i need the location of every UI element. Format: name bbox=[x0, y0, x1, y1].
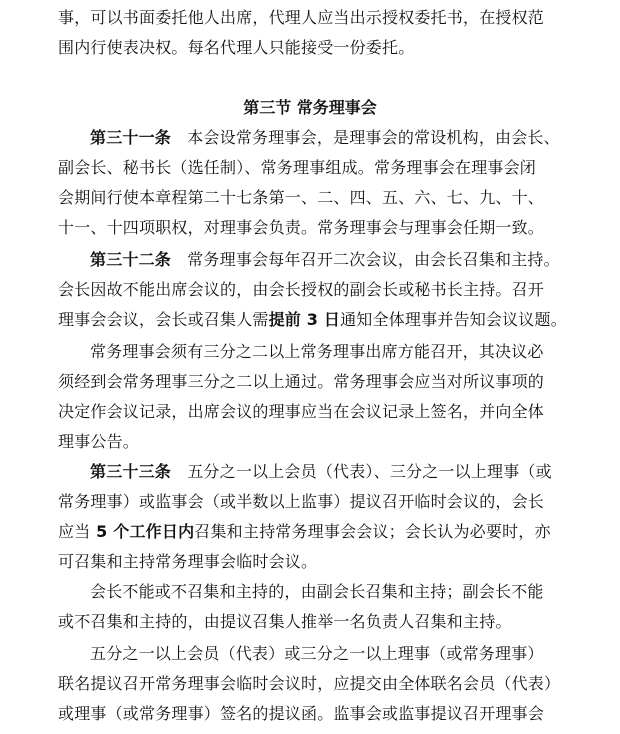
text-line: 理事公告。 bbox=[58, 432, 140, 451]
article-number: 第三十三条 bbox=[90, 462, 172, 481]
article-text: 本会设常务理事会，是理事会的常设机构，由会长、 bbox=[171, 128, 560, 147]
article-line bbox=[90, 462, 568, 482]
text-line: 常务理事会须有三分之二以上常务理事出席方能召开，其决议必 bbox=[90, 342, 544, 361]
text-line: 五分之一以上会员（代表）或三分之一以上理事（或常务理事） bbox=[90, 644, 544, 663]
text-line: 常务理事）或监事会（或半数以上监事）提议召开临时会议的，会长 bbox=[58, 492, 545, 511]
text-segment: 通知全体理事并告知会议议题。 bbox=[340, 310, 567, 329]
emphasis-text: 提前 3 日 bbox=[268, 310, 341, 329]
text-line bbox=[58, 522, 568, 542]
section-heading: 第三节 常务理事会 bbox=[243, 98, 377, 117]
text-line: 或理事（或常务理事）签名的提议函。监事会或监事提议召开理事会 bbox=[58, 704, 545, 723]
text-line: 副会长、秘书长（选任制）、常务理事组成。常务理事会在理事会闭 bbox=[58, 158, 537, 177]
text-line: 会长因故不能出席会议的，由会长授权的副会长或秘书长主持。召开 bbox=[58, 280, 545, 299]
text-line: 会期间行使本章程第二十七条第一、二、四、五、六、七、九、十、 bbox=[58, 188, 545, 207]
text-line: 须经到会常务理事三分之二以上通过。常务理事会应当对所议事项的 bbox=[58, 372, 545, 391]
text-line: 围内行使表决权。每名代理人只能接受一份委托。 bbox=[58, 38, 415, 57]
article-text: 常务理事会每年召开二次会议，由会长召集和主持。 bbox=[171, 250, 560, 269]
article-text: 五分之一以上会员（代表）、三分之一以上理事（或 bbox=[171, 462, 552, 481]
text-line bbox=[58, 310, 568, 330]
article-line bbox=[90, 128, 568, 148]
text-line: 会长不能或不召集和主持的，由副会长召集和主持；副会长不能 bbox=[90, 582, 544, 601]
text-line: 联名提议召开常务理事会临时会议时，应提交由全体联名会员（代表） bbox=[58, 674, 561, 693]
emphasis-text: 5 个工作日内 bbox=[90, 522, 195, 541]
article-number: 第三十一条 bbox=[90, 128, 172, 147]
article-number: 第三十二条 bbox=[90, 250, 172, 269]
article-line bbox=[90, 250, 568, 270]
text-segment: 召集和主持常务理事会会议；会长认为必要时，亦 bbox=[194, 522, 551, 541]
text-line: 可召集和主持常务理事会临时会议。 bbox=[58, 552, 318, 571]
text-line: 事，可以书面委托他人出席，代理人应当出示授权委托书，在授权范 bbox=[58, 8, 545, 27]
text-line: 决定作会议记录，出席会议的理事应当在会议记录上签名，并向全体 bbox=[58, 402, 545, 421]
text-line: 或不召集和主持的，由提议召集人推举一名负责人召集和主持。 bbox=[58, 612, 512, 631]
text-segment: 理事会会议，会长或召集人需 bbox=[58, 310, 269, 329]
text-line: 十一、十四项职权，对理事会负责。常务理事会与理事会任期一致。 bbox=[58, 218, 545, 237]
text-segment: 应当 bbox=[58, 522, 91, 541]
